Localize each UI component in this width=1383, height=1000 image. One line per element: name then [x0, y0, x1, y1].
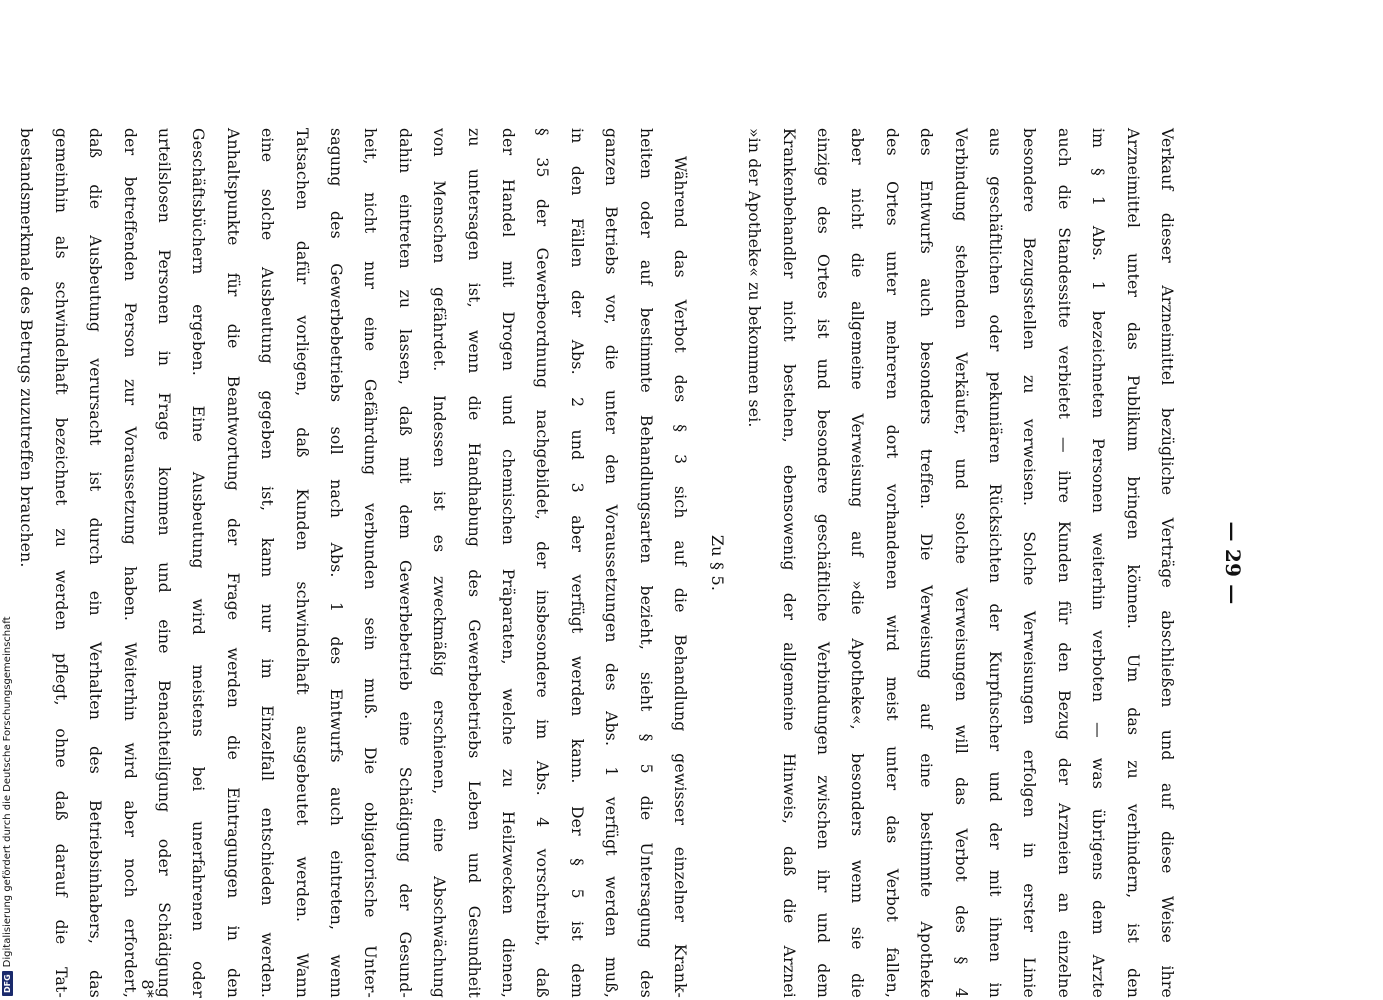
text-line: Arzneimittel unter das Publikum bringen können. Um das zu verhindern, ist den [1123, 128, 1142, 998]
dfg-logo-icon: DFG [2, 971, 13, 996]
text-line: in den Fällen der Abs. 2 und 3 aber verfügt werden kann. Der § 5 ist dem [567, 128, 586, 998]
text-line: urteilslosen Personen in Frage kommen und eine Benachteiligung oder Schädigung [155, 128, 174, 998]
text-line: sagung des Gewerbebetriebs soll nach Abs. 1 des Entwurfs auch eintreten, wenn [327, 128, 346, 998]
text-line: § 35 der Gewerbeordnung nachgebildet, der insbesondere im Abs. 4 vorschreibt, daß [533, 128, 552, 998]
page-body [0, 128, 1184, 998]
text-line: Geschäftsbüchern ergeben. Eine Ausbeutung wird meistens bei unerfahrenen oder [189, 128, 208, 998]
text-line: eine solche Ausbeutung gegeben ist, kann nur im Einzelfall entschieden werden. [258, 128, 277, 998]
paragraph-part2 [9, 128, 697, 998]
text-line: des Entwurfs auch besonders treffen. Die Verweisung auf eine bestimmte Apotheke [917, 128, 936, 998]
text-line: auch die Standessitte verbietet — ihre Kunden für den Bezug der Arzneien an einzelne [1054, 128, 1073, 998]
digitization-note-text: Digitalisierung gefördert durch die Deutsche Forschungsgemeinschaft [2, 616, 13, 968]
text-line: Anhaltspunkte für die Beantwortung der Frage werden die Eintragungen in den [223, 128, 242, 998]
text-line: heiten oder auf bestimmte Behandlungsarten bezieht, sieht § 5 die Untersagung des [636, 128, 655, 998]
text-line: Tatsachen dafür vorliegen, daß Kunden schwindelhaft ausgebeutet werden. Wann [292, 128, 311, 998]
text-line: »in der Apotheke« zu bekommen sei. [745, 128, 764, 428]
text-line: von Menschen gefährdet. Indessen ist es zweckmäßig erschienen, eine Abschwächung [430, 128, 449, 998]
digitization-note [2, 0, 13, 1000]
rotated-text-block [17, 128, 1250, 998]
text-line: Verbindung stehenden Verkäufer, und solche Verweisungen will das Verbot des § 4 [951, 128, 970, 998]
text-line: gemeinhin als schwindelhaft bezeichnet zu werden pflegt, ohne daß darauf die Tat- [51, 128, 70, 998]
paragraph-part1 [737, 128, 1184, 998]
text-line: besondere Bezugsstellen zu verweisen. Solche Verweisungen erfolgen in erster Linie [1020, 128, 1039, 998]
text-line: aber nicht die allgemeine Verweisung auf »die Apotheke«, besonders wenn sie die [848, 128, 867, 998]
text-line: aus geschäftlichen oder pekuniären Rücksichten der Kurpfuscher und der mit ihnen in [986, 128, 1005, 998]
page-number: — 29 — [1221, 521, 1245, 605]
text-line: Verkauf dieser Arzneimittel bezügliche Verträge abschließen und auf diese Weise ihre [1158, 128, 1176, 998]
signature-marker: 8* [138, 979, 158, 998]
text-line: daß die Ausbeutung verursacht ist durch ein Verhalten des Betriebsinhabers, das [86, 128, 105, 998]
text-line: des Ortes unter mehreren dort vorhandenen wird meist unter das Verbot fallen, [882, 128, 901, 998]
text-line: Krankenbehandler nicht bestehen, ebensowenig der allgemeine Hinweis, daß die Arznei [779, 128, 798, 998]
text-line: bestandsmerkmale des Betrugs zuzutreffen brauchen. [17, 128, 36, 568]
text-line: der Handel mit Drogen und chemischen Präparaten, welche zu Heilzwecken dienen, [498, 128, 517, 998]
text-line: Während das Verbot des § 3 sich auf die Behandlung gewisser einzelner Krank- [670, 156, 689, 998]
text-line: heit, nicht nur eine Gefährdung verbunden sein muß. Die obligatorische Unter- [361, 128, 380, 998]
text-line: dahin eintreten zu lassen, daß mit dem Gewerbebetrieb eine Schädigung der Gesund- [395, 128, 414, 998]
text-line: ganzen Betriebs vor, die unter den Voraussetzungen des Abs. 1 verfügt werden muß, [602, 128, 621, 998]
text-line: einzige des Ortes ist und besondere geschäftliche Verbindungen zwischen ihr und dem [814, 128, 833, 998]
text-line: im § 1 Abs. 1 bezeichneten Personen weiterhin verboten — was übrigens dem Arzte [1089, 128, 1108, 998]
text-line: zu untersagen ist, wenn die Handhabung des Gewerbebetriebs Leben und Gesundheit [464, 128, 483, 998]
text-line: der betreffenden Person zur Voraussetzung haben. Weiterhin wird aber noch erfordert, [120, 128, 139, 998]
section-heading: Zu § 5. [707, 534, 727, 592]
